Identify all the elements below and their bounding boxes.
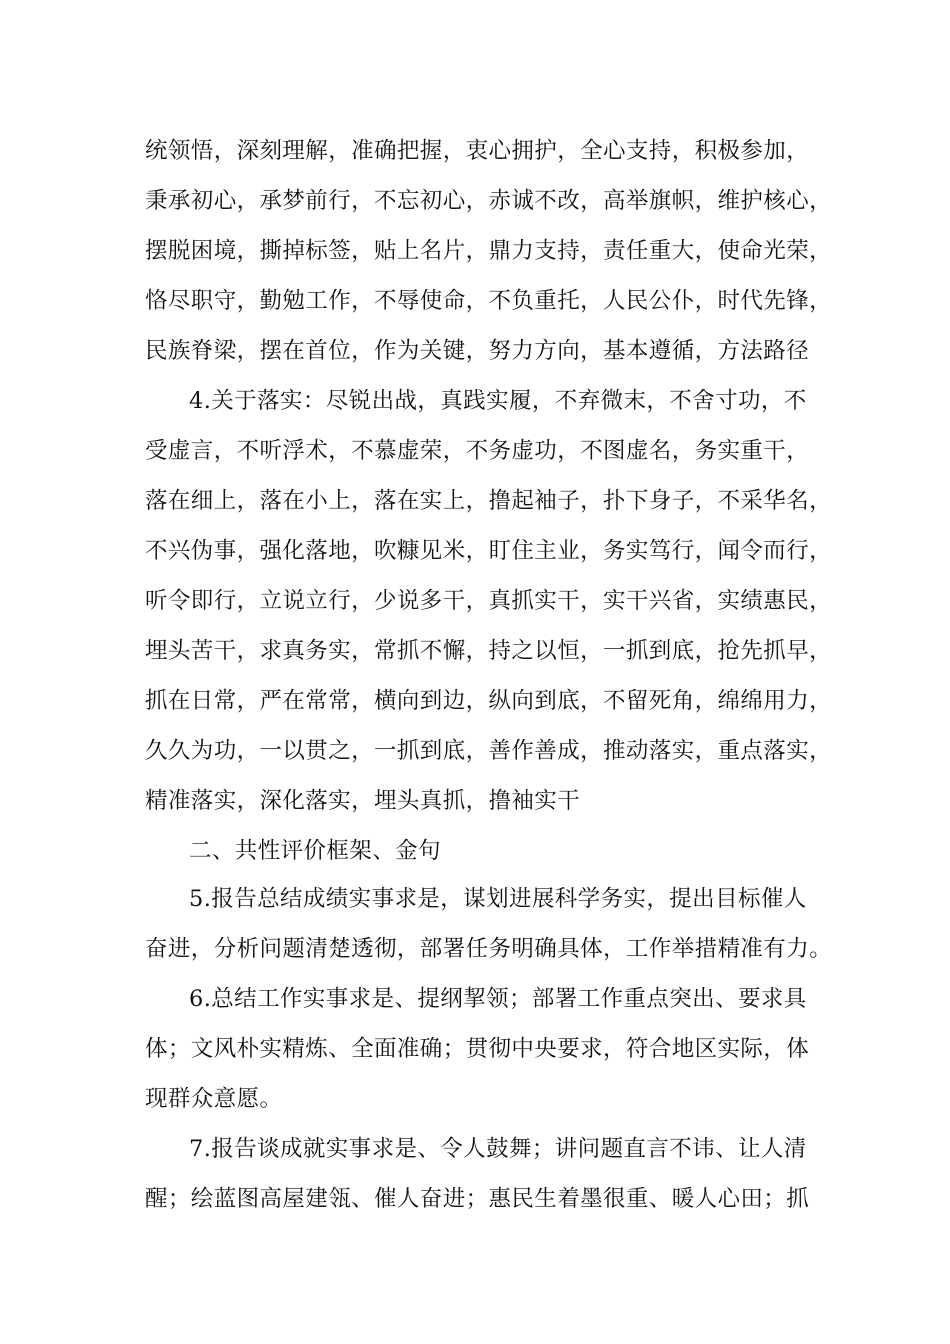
text-line: 现群众意愿。 [145,1086,283,1112]
text-line: 统领悟，深刻理解，准确把握，衷心拥护，全心支持，积极参加， [145,138,810,164]
text-line: 精准落实，深化落实，埋头真抓，撸袖实干 [145,788,581,814]
paragraph-heading-5: 5.报告总结成绩实事求是，谋划进展科学务实，提出目标催人 [189,886,807,912]
text-line: 久久为功，一以贯之，一抓到底，善作善成，推动落实，重点落实， [145,738,833,764]
text-line: 摆脱困境，撕掉标签，贴上名片，鼎力支持，责任重大，使命光荣， [145,238,833,264]
paragraph-heading-7: 7.报告谈成就实事求是、令人鼓舞；讲问题直言不讳、让人清 [189,1136,807,1162]
text-line: 民族脊梁，摆在首位，作为关键，努力方向，基本遵循，方法路径 [145,338,810,364]
text-line: 醒；绘蓝图高屋建瓴、催人奋进；惠民生着墨很重、暖人心田；抓 [145,1186,810,1212]
text-line: 恪尽职守，勤勉工作，不辱使命，不负重托，人民公仆，时代先锋， [145,288,833,314]
text-line: 奋进，分析问题清楚透彻，部署任务明确具体，工作举措精准有力。 [145,936,833,962]
paragraph-heading-6: 6.总结工作实事求是、提纲挈领；部署工作重点突出、要求具 [189,986,807,1012]
text-line: 受虚言，不听浮术，不慕虚荣，不务虚功，不图虚名，务实重干， [145,438,810,464]
text-line: 落在细上，落在小上，落在实上，撸起袖子，扑下身子，不采华名， [145,488,833,514]
text-line: 不兴伪事，强化落地，吹糠见米，盯住主业，务实笃行，闻令而行， [145,538,833,564]
text-line: 体；文风朴实精炼、全面准确；贯彻中央要求，符合地区实际，体 [145,1036,810,1062]
paragraph-heading-4: 4.关于落实：尽锐出战，真践实履，不弃微末，不舍寸功，不 [189,388,807,414]
text-line: 听令即行，立说立行，少说多干，真抓实干，实干兴省，实绩惠民， [145,588,833,614]
text-line: 秉承初心，承梦前行，不忘初心，赤诚不改，高举旗帜，维护核心， [145,188,833,214]
text-line: 抓在日常，严在常常，横向到边，纵向到底，不留死角，绵绵用力， [145,688,833,714]
section-heading: 二、共性评价框架、金句 [189,838,441,864]
text-line: 埋头苦干，求真务实，常抓不懈，持之以恒，一抓到底，抢先抓早， [145,638,833,664]
